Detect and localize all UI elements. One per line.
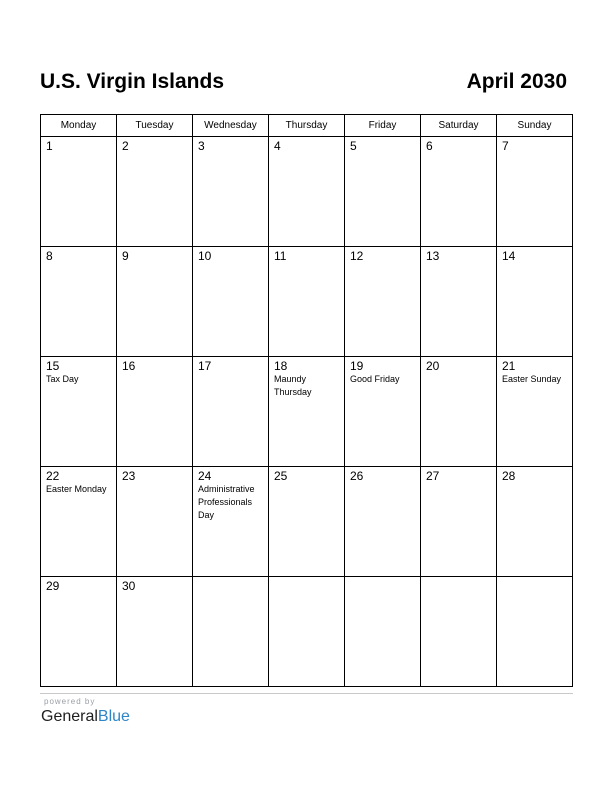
weekday-header: Saturday bbox=[421, 115, 497, 137]
weekday-header: Sunday bbox=[497, 115, 573, 137]
day-number: 21 bbox=[502, 359, 516, 373]
day-number: 10 bbox=[198, 249, 212, 263]
weekday-header-row bbox=[41, 115, 573, 137]
weekday-header: Friday bbox=[345, 115, 421, 137]
day-number: 16 bbox=[122, 359, 136, 373]
day-number: 25 bbox=[274, 469, 288, 483]
calendar-day-cell bbox=[421, 137, 497, 247]
weekday-header: Thursday bbox=[269, 115, 345, 137]
calendar-day-cell bbox=[117, 577, 193, 687]
calendar-day-cell bbox=[117, 357, 193, 467]
calendar-week-row bbox=[41, 137, 573, 247]
calendar-day-cell bbox=[345, 247, 421, 357]
holiday-event: Easter Monday bbox=[46, 484, 107, 494]
calendar-day-cell bbox=[193, 137, 269, 247]
day-number: 8 bbox=[46, 249, 53, 263]
calendar-day-cell bbox=[269, 467, 345, 577]
calendar-month-title: April 2030 bbox=[466, 70, 567, 93]
brand-blue: Blue bbox=[97, 708, 130, 725]
calendar-day-cell bbox=[41, 247, 117, 357]
day-number: 27 bbox=[426, 469, 440, 483]
calendar-week-row bbox=[41, 247, 573, 357]
calendar-day-cell bbox=[421, 247, 497, 357]
calendar-day-cell bbox=[421, 577, 497, 687]
calendar-day-cell bbox=[193, 467, 269, 577]
powered-by-label: powered by bbox=[44, 697, 96, 706]
day-number: 28 bbox=[502, 469, 516, 483]
calendar-day-cell bbox=[497, 247, 573, 357]
calendar-day-cell bbox=[193, 577, 269, 687]
calendar-day-cell bbox=[497, 357, 573, 467]
day-number: 18 bbox=[274, 359, 288, 373]
brand-general: General bbox=[41, 708, 98, 725]
footer-divider bbox=[40, 693, 573, 694]
calendar-grid bbox=[40, 114, 573, 687]
day-number: 22 bbox=[46, 469, 60, 483]
calendar-day-cell bbox=[41, 467, 117, 577]
day-number: 13 bbox=[426, 249, 440, 263]
calendar-day-cell bbox=[117, 137, 193, 247]
weekday-header: Wednesday bbox=[193, 115, 269, 137]
calendar-week-row bbox=[41, 357, 573, 467]
holiday-event: Good Friday bbox=[350, 374, 400, 384]
calendar-day-cell bbox=[269, 577, 345, 687]
day-number: 11 bbox=[274, 249, 287, 263]
day-number: 26 bbox=[350, 469, 364, 483]
day-number: 17 bbox=[198, 359, 212, 373]
calendar-day-cell bbox=[117, 247, 193, 357]
calendar-week-row bbox=[41, 577, 573, 687]
calendar-day-cell bbox=[193, 247, 269, 357]
day-number: 1 bbox=[46, 139, 53, 153]
calendar-region-title: U.S. Virgin Islands bbox=[40, 70, 224, 93]
day-number: 23 bbox=[122, 469, 136, 483]
day-number: 9 bbox=[122, 249, 129, 263]
holiday-event: Maundy Thursday bbox=[274, 374, 312, 397]
calendar-day-cell bbox=[41, 577, 117, 687]
calendar-day-cell bbox=[269, 247, 345, 357]
calendar-day-cell bbox=[345, 137, 421, 247]
calendar-body bbox=[41, 137, 573, 687]
day-number: 24 bbox=[198, 469, 212, 483]
weekday-header: Monday bbox=[41, 115, 117, 137]
weekday-header: Tuesday bbox=[117, 115, 193, 137]
calendar-day-cell bbox=[345, 357, 421, 467]
calendar-week-row bbox=[41, 467, 573, 577]
calendar-day-cell bbox=[421, 467, 497, 577]
calendar-day-cell bbox=[193, 357, 269, 467]
day-number: 19 bbox=[350, 359, 364, 373]
day-number: 5 bbox=[350, 139, 357, 153]
calendar-day-cell bbox=[41, 137, 117, 247]
calendar-day-cell bbox=[345, 467, 421, 577]
day-number: 14 bbox=[502, 249, 516, 263]
holiday-event: Easter Sunday bbox=[502, 374, 562, 384]
calendar-day-cell bbox=[497, 577, 573, 687]
holiday-event: Administrative Professionals Day bbox=[198, 484, 255, 520]
day-number: 4 bbox=[274, 139, 281, 153]
day-number: 3 bbox=[198, 139, 205, 153]
calendar-day-cell bbox=[269, 357, 345, 467]
day-number: 20 bbox=[426, 359, 440, 373]
holiday-event: Tax Day bbox=[46, 374, 79, 384]
calendar-day-cell bbox=[421, 357, 497, 467]
calendar-day-cell bbox=[117, 467, 193, 577]
calendar-day-cell bbox=[41, 357, 117, 467]
day-number: 15 bbox=[46, 359, 60, 373]
day-number: 7 bbox=[502, 139, 509, 153]
calendar-day-cell bbox=[345, 577, 421, 687]
day-number: 29 bbox=[46, 579, 60, 593]
brand-logo bbox=[41, 708, 130, 726]
calendar-day-cell bbox=[269, 137, 345, 247]
day-number: 2 bbox=[122, 139, 129, 153]
calendar-day-cell bbox=[497, 467, 573, 577]
day-number: 30 bbox=[122, 579, 136, 593]
calendar-day-cell bbox=[497, 137, 573, 247]
day-number: 12 bbox=[350, 249, 364, 263]
day-number: 6 bbox=[426, 139, 433, 153]
